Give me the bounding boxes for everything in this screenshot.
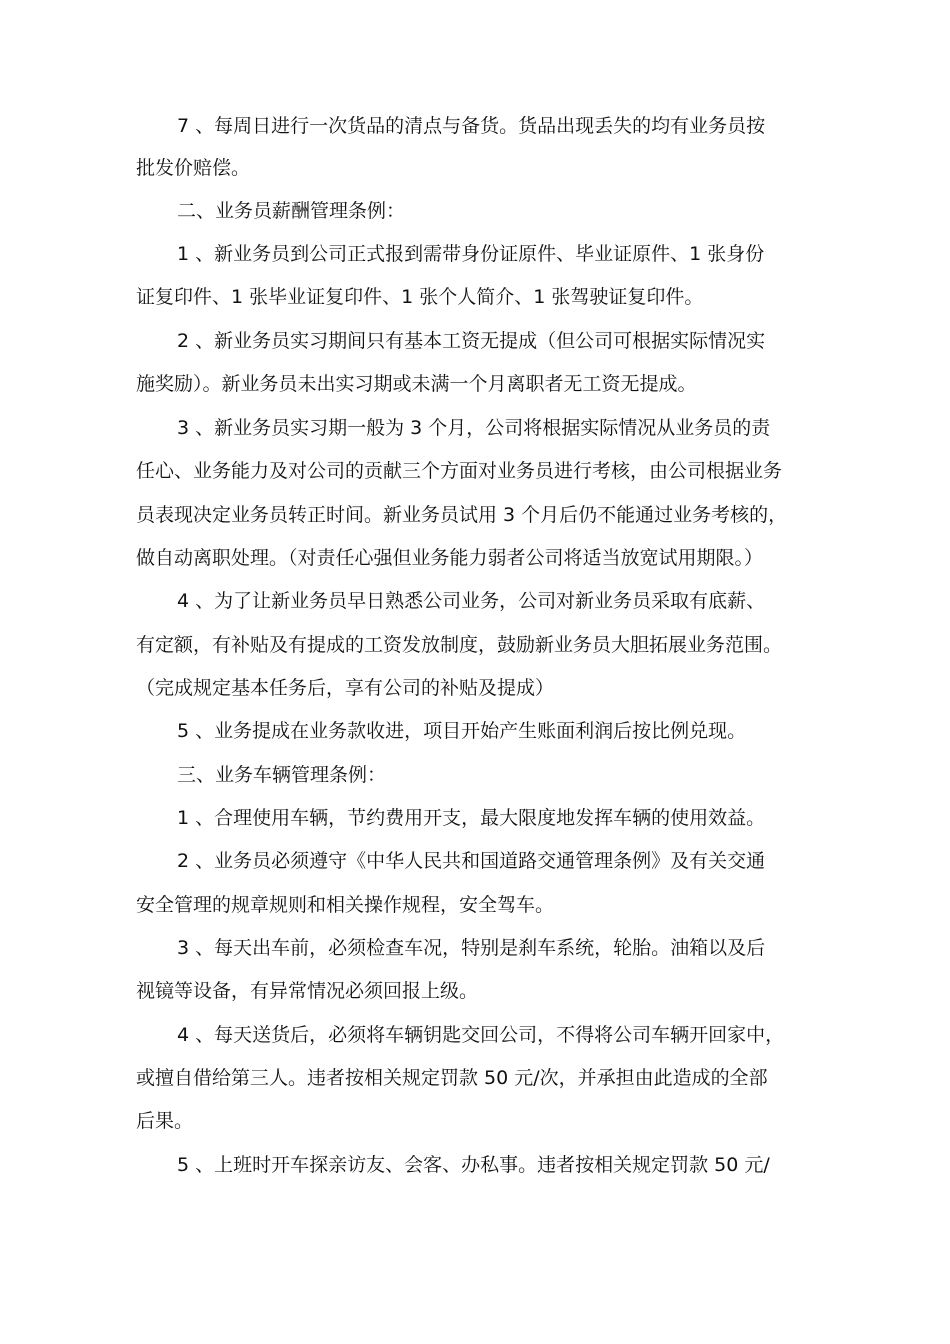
paragraph-line: 做自动离职处理。（对责任心强但业务能力弱者公司将适当放宽试用期限。） — [136, 547, 764, 569]
section-heading: 二、业务员薪酬管理条例： — [177, 200, 406, 222]
paragraph-line: 4 、每天送货后，必须将车辆钥匙交回公司，不得将公司车辆开回家中， — [177, 1024, 785, 1046]
paragraph-line: 5 、业务提成在业务款收进，项目开始产生账面利润后按比例兑现。 — [177, 720, 747, 742]
paragraph-line: 视镜等设备，有异常情况必须回报上级。 — [136, 980, 479, 1002]
paragraph-line: 有定额，有补贴及有提成的工资发放制度，鼓励新业务员大胆拓展业务范围。 — [136, 634, 783, 656]
paragraph-line: 2 、新业务员实习期间只有基本工资无提成（但公司可根据实际情况实 — [177, 330, 766, 352]
paragraph-line: 证复印件、1 张毕业证复印件、1 张个人简介、1 张驾驶证复印件。 — [136, 286, 704, 308]
paragraph-line: 1 、新业务员到公司正式报到需带身份证原件、毕业证原件、1 张身份 — [177, 243, 765, 265]
paragraph-line: 任心、业务能力及对公司的贡献三个方面对业务员进行考核，由公司根据业务 — [136, 460, 783, 482]
paragraph-line: （完成规定基本任务后，享有公司的补贴及提成） — [136, 677, 555, 699]
paragraph-line: 2 、业务员必须遵守《中华人民共和国道路交通管理条例》及有关交通 — [177, 850, 766, 872]
paragraph-line: 5 、上班时开车探亲访友、会客、办私事。违者按相关规定罚款 50 元/ — [177, 1154, 770, 1176]
paragraph-line: 3 、新业务员实习期一般为 3 个月，公司将根据实际情况从业务员的责 — [177, 417, 771, 439]
paragraph-line: 员表现决定业务员转正时间。新业务员试用 3 个月后仍不能通过业务考核的， — [136, 504, 788, 526]
paragraph-line: 1 、合理使用车辆，节约费用开支，最大限度地发挥车辆的使用效益。 — [177, 807, 766, 829]
paragraph-line: 7 、每周日进行一次货品的清点与备货。货品出现丢失的均有业务员按 — [177, 115, 766, 137]
paragraph-line: 批发价赔偿。 — [136, 157, 251, 179]
paragraph-line: 安全管理的规章规则和相关操作规程，安全驾车。 — [136, 894, 555, 916]
paragraph-line: 或擅自借给第三人。违者按相关规定罚款 50 元/次，并承担由此造成的全部 — [136, 1067, 768, 1089]
paragraph-line: 施奖励）。新业务员未出实习期或未满一个月离职者无工资无提成。 — [136, 373, 697, 395]
paragraph-line: 后果。 — [136, 1110, 194, 1132]
paragraph-line: 3 、每天出车前，必须检查车况，特别是刹车系统，轮胎。油箱以及后 — [177, 937, 766, 959]
section-heading: 三、业务车辆管理条例： — [177, 764, 387, 786]
paragraph-line: 4 、为了让新业务员早日熟悉公司业务，公司对新业务员采取有底薪、 — [177, 590, 766, 612]
